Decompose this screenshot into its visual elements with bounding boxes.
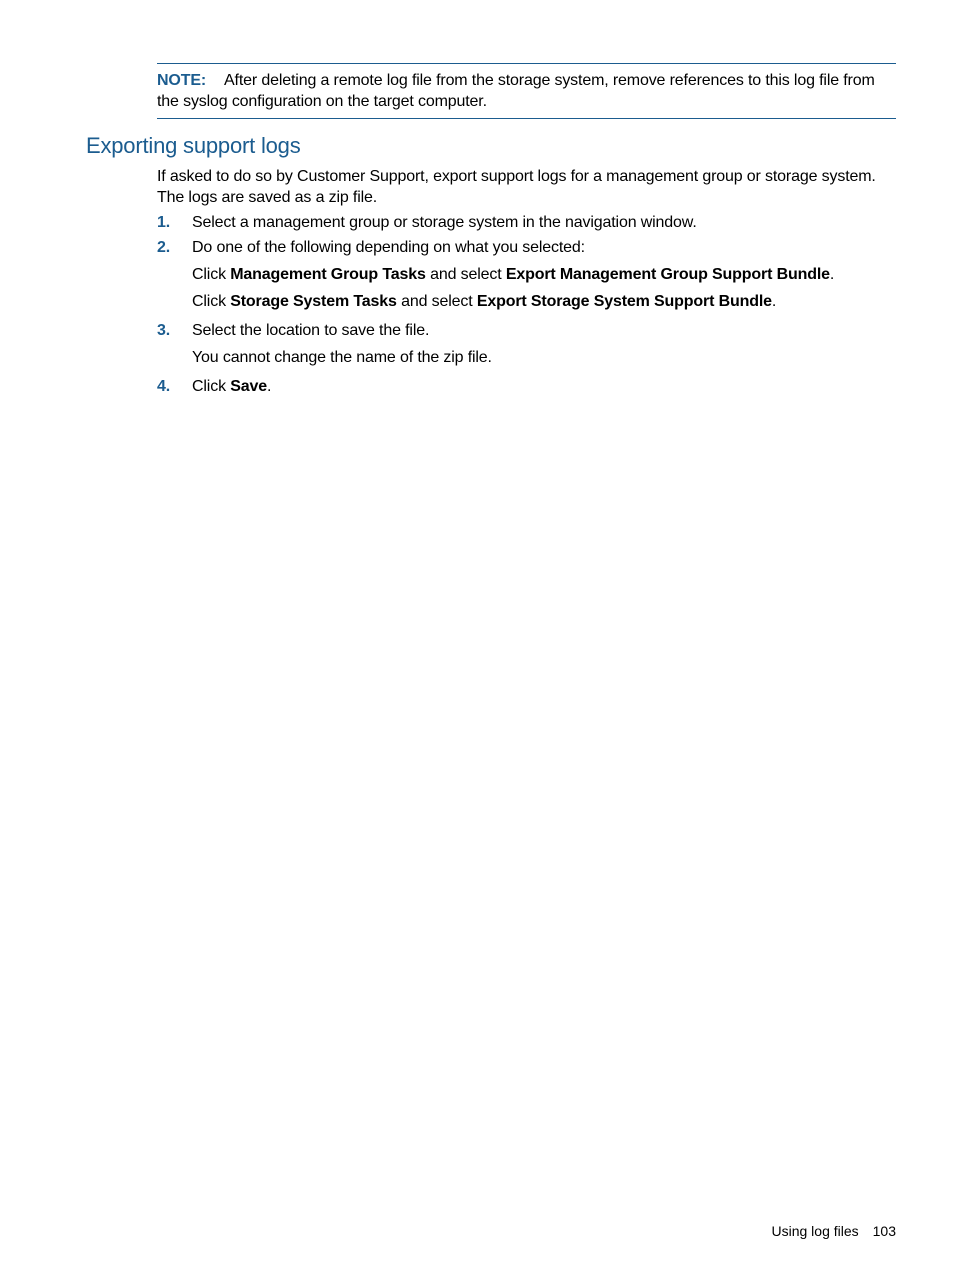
save-label: Save bbox=[230, 378, 267, 395]
step-number: 2. bbox=[157, 239, 171, 256]
note-box bbox=[157, 63, 896, 119]
step-number: 1. bbox=[157, 214, 171, 231]
step-number: 3. bbox=[157, 322, 171, 339]
substep-end: . bbox=[829, 266, 835, 283]
note-text: After deleting a remote log file from the storage system, remove references to this log file from the syslog configuration on the target computer. bbox=[157, 72, 875, 110]
step-number: 4. bbox=[157, 378, 171, 395]
step-text: Select the location to save the file. bbox=[192, 322, 430, 339]
menu-item-name: Export Storage System Support Bundle bbox=[476, 293, 772, 310]
step-text-prefix: Click bbox=[192, 378, 231, 395]
menu-name: Management Group Tasks bbox=[230, 266, 426, 283]
step-text: Do one of the following depending on what you selected: bbox=[192, 239, 585, 256]
substep-click: Click bbox=[192, 293, 231, 310]
menu-item-name: Export Management Group Support Bundle bbox=[505, 266, 830, 283]
section-heading: Exporting support logs bbox=[86, 133, 301, 158]
menu-name: Storage System Tasks bbox=[230, 293, 397, 310]
page-footer bbox=[771, 1222, 896, 1240]
step-3-note: You cannot change the name of the zip file. bbox=[192, 349, 492, 366]
substep-end: . bbox=[771, 293, 777, 310]
step-text-suffix: . bbox=[267, 378, 272, 395]
substep-management-group bbox=[192, 264, 834, 285]
substep-and-select: and select bbox=[425, 266, 506, 283]
step-text: Select a management group or storage system in the navigation window. bbox=[192, 214, 697, 231]
page-number: 103 bbox=[872, 1223, 896, 1239]
footer-section: Using log files bbox=[771, 1223, 859, 1239]
section-intro: If asked to do so by Customer Support, export support logs for a management group or storage system. The logs are saved as a zip file. bbox=[157, 168, 876, 206]
note-label: NOTE: bbox=[157, 72, 207, 89]
substep-and-select: and select bbox=[396, 293, 477, 310]
substep-storage-system bbox=[192, 291, 776, 312]
substep-click: Click bbox=[192, 266, 231, 283]
step-text bbox=[192, 376, 271, 397]
